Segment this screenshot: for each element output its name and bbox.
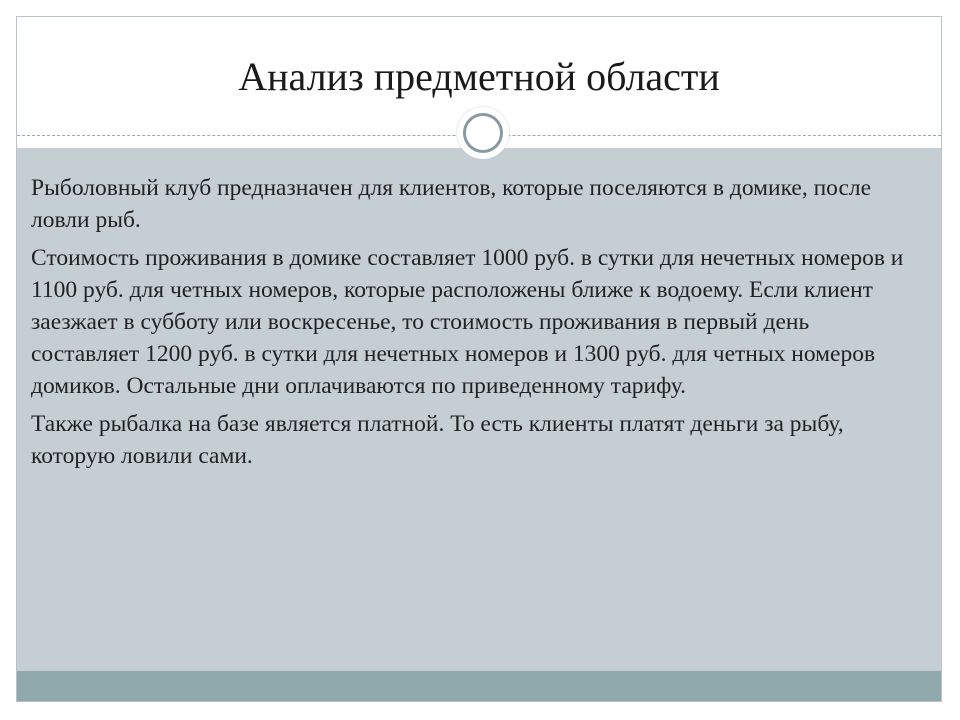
paragraph-3: Также рыбалка на базе является платной. То есть клиенты платят деньги за рыбу, которую ловили сами. bbox=[31, 411, 844, 469]
paragraph-1: Рыболовный клуб предназначен для клиентов, которые поселяются в домике, после ловли рыб. bbox=[31, 175, 872, 233]
circle-ring-icon bbox=[457, 107, 509, 159]
footer-band bbox=[17, 671, 941, 702]
slide-title: Анализ предметной области bbox=[238, 54, 720, 99]
paragraph-2: Стоимость проживания в домике составляет 1000 руб. в сутки для нечетных номеров и 1100 руб. для четных номеров, которые расположены ближе к водоему. Если клиент заезжает в субботу или воскресенье, то стоимость проживания в первый день составляет 1200 руб. в сутки для нечетных номеров и 1300 руб. для четных номеров домиков. Остальные дни оплачиваются по приведенному тарифу. bbox=[31, 245, 904, 399]
slide-frame bbox=[16, 16, 942, 702]
content-area bbox=[17, 148, 941, 671]
body-text bbox=[31, 172, 921, 478]
circle-ring-inner bbox=[463, 113, 503, 153]
